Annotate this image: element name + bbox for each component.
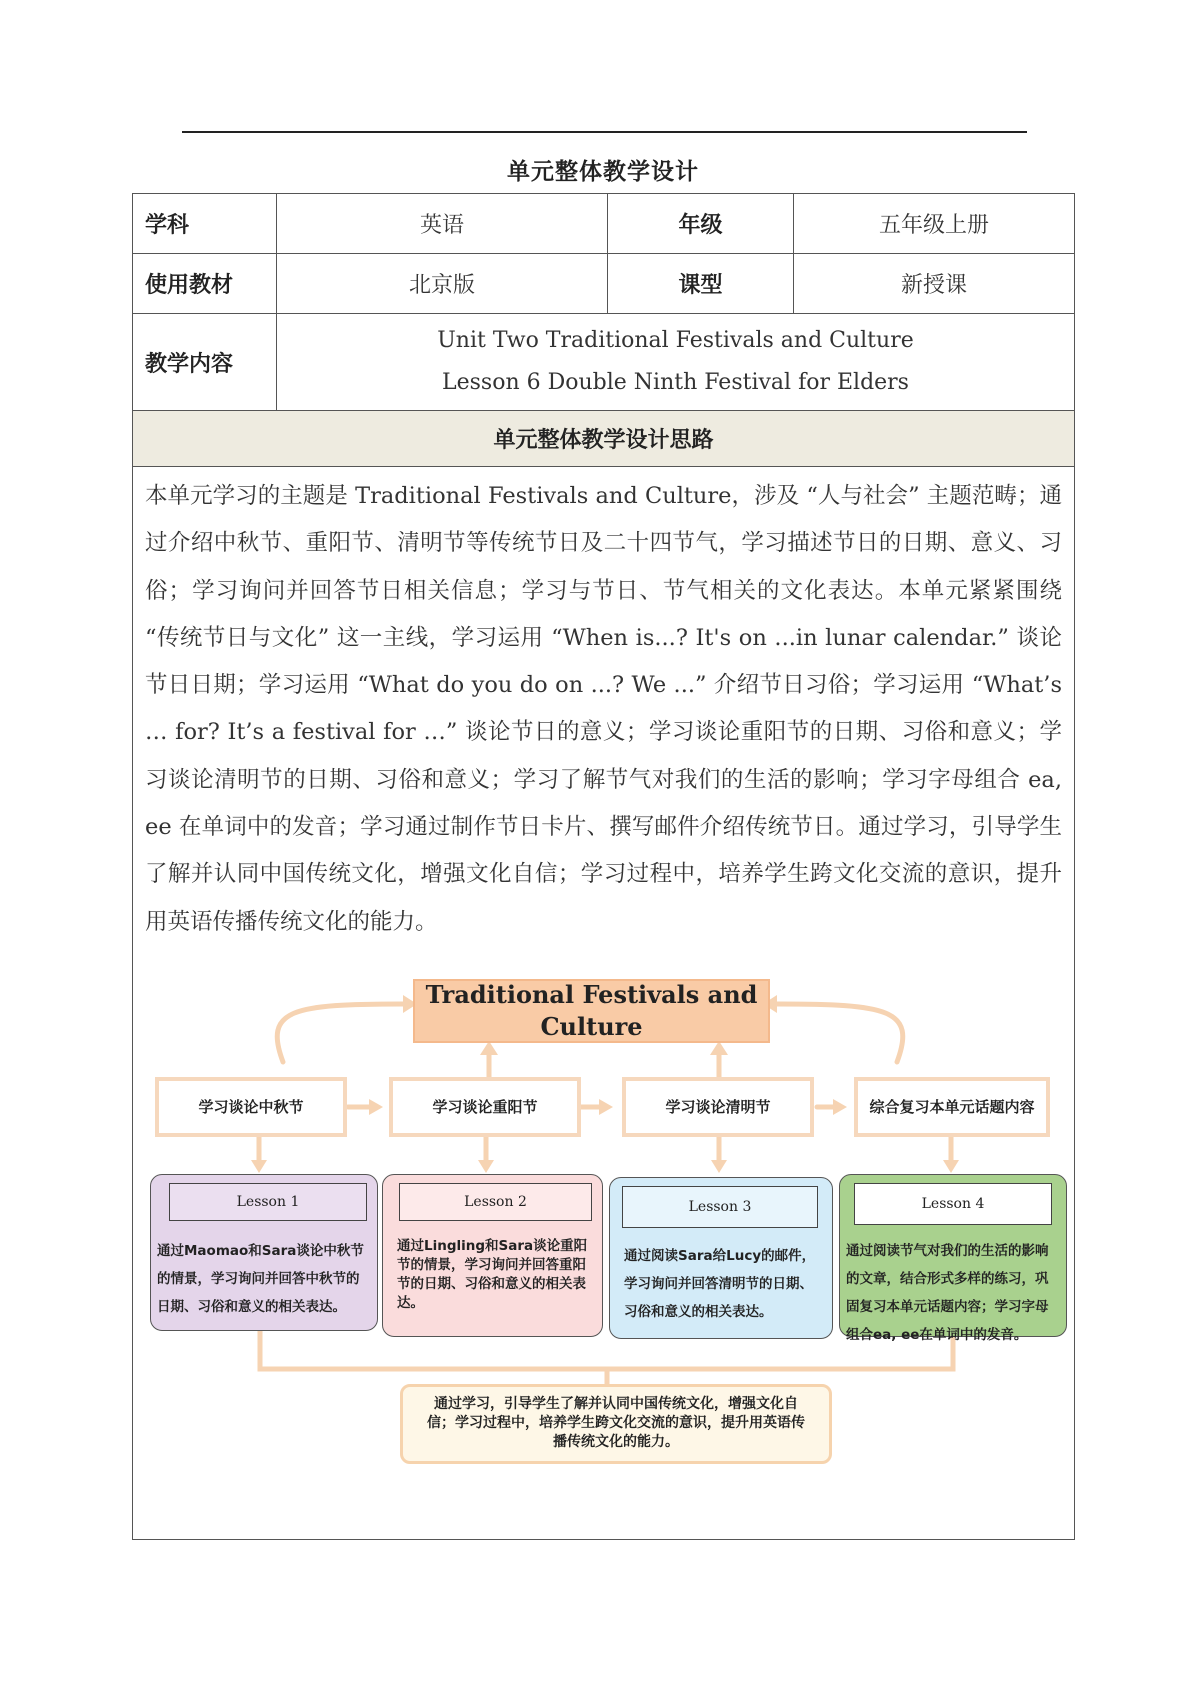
- section-heading: 单元整体教学设计思路: [133, 411, 1075, 467]
- topic-line-2: Culture: [540, 1011, 643, 1041]
- lesson-title: Lesson 6 Double Ninth Festival for Elders: [442, 370, 909, 395]
- step-qingming: 学习谈论清明节: [622, 1077, 814, 1137]
- subject-label: 学科: [133, 194, 277, 254]
- content-label: 教学内容: [133, 314, 277, 411]
- lesson-1-tab: Lesson 1: [169, 1183, 367, 1221]
- lesson-3-card: [609, 1177, 833, 1339]
- lesson-type-value: 新授课: [794, 254, 1075, 314]
- textbook-label: 使用教材: [133, 254, 277, 314]
- unit-title: Unit Two Traditional Festivals and Culture: [437, 328, 914, 353]
- lesson-4-card: [839, 1174, 1067, 1343]
- header-rule: [182, 131, 1027, 133]
- lesson-info-table: [132, 193, 1075, 1540]
- lesson-type-label: 课型: [608, 254, 794, 314]
- topic-line-1: Traditional Festivals and: [425, 979, 758, 1009]
- step-review: 综合复习本单元话题内容: [854, 1077, 1050, 1137]
- grade-value: 五年级上册: [794, 194, 1075, 254]
- subject-value: 英语: [277, 194, 608, 254]
- step-mid-autumn: 学习谈论中秋节: [155, 1077, 347, 1137]
- lesson-1-card: [150, 1174, 378, 1331]
- lesson-4-tab: Lesson 4: [854, 1183, 1052, 1225]
- lesson-2-tab: Lesson 2: [399, 1183, 592, 1221]
- content-value: [277, 314, 1075, 411]
- summary-box: 通过学习，引导学生了解并认同中国传统文化，增强文化自信；学习过程中，培养学生跨文化交流的意识，提升用英语传播传统文化的能力。: [400, 1384, 832, 1464]
- lesson-1-text: 通过Maomao和Sara谈论中秋节的情景，学习询问并回答中秋节的日期、习俗和意义的相关表达。: [157, 1242, 364, 1315]
- design-body: [133, 467, 1075, 1540]
- lesson-3-text: 通过阅读Sara给Lucy的邮件，学习询问并回答清明节的日期、习俗和意义的相关表达。: [624, 1247, 816, 1320]
- document-title: 单元整体教学设计: [507, 158, 699, 185]
- step-double-ninth: 学习谈论重阳节: [389, 1077, 581, 1137]
- lesson-2-text: 通过Lingling和Sara谈论重阳节的情景，学习询问并回答重阳节的日期、习俗和意义的相关表达。: [397, 1237, 588, 1311]
- lesson-2-card: [382, 1174, 603, 1337]
- lesson-3-tab: Lesson 3: [622, 1186, 818, 1228]
- design-paragraph: 本单元学习的主题是 Traditional Festivals and Culture，涉及 “人与社会” 主题范畴；通过介绍中秋节、重阳节、清明节等传统节日及二十四节气，学习描述节日的日期、意义、习俗；学习询问并回答节日相关信息；学习与节日、节气相关的文化表达。本单元紧紧围绕 “传统节日与文化” 这一主线，学习运用 “When is...? It's on ...in lunar calendar.” 谈论节日日期；学习运用 “What do you do on ...? We ...” 介绍节日习俗；学习运用 “What’s … for? It’s a festival for …” 谈论节日的意义；学习谈论重阳节的日期、习俗和意义；学习谈论清明节的日期、习俗和意义；学习了解节气对我们的生活的影响；学习字母组合 ea, ee 在单词中的发音；学习通过制作节日卡片、撰写邮件介绍传统节日。通过学习，引导学生了解并认同中国传统文化，增强文化自信；学习过程中，培养学生跨文化交流的意识，提升用英语传播传统文化的能力。: [145, 483, 1062, 935]
- unit-structure-diagram: [133, 979, 1075, 1539]
- textbook-value: 北京版: [277, 254, 608, 314]
- lesson-4-text: 通过阅读节气对我们的生活的影响的文章，结合形式多样的练习，巩固复习本单元话题内容；学习字母组合ea, ee在单词中的发音。: [846, 1242, 1049, 1343]
- unit-topic-box: [413, 979, 770, 1043]
- grade-label: 年级: [608, 194, 794, 254]
